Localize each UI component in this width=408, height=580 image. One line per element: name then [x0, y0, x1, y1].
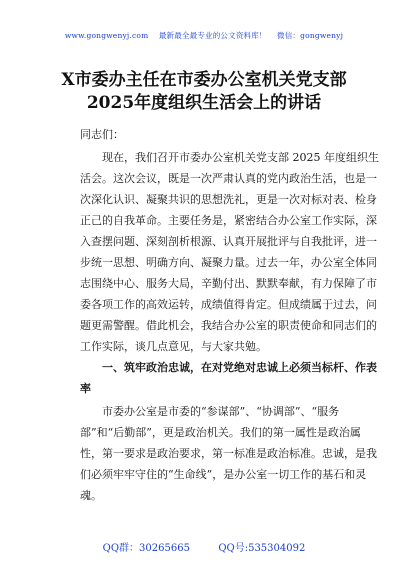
slogan: 最新最全最专业的公文资料库！ [158, 31, 267, 40]
paragraph-line: 题更需警醒。借此机会，我结合办公室的职责使命和同志们的 [80, 319, 377, 332]
paragraph-line: 现在，我们召开市委办公室机关党支部 2025 年度组织生 [102, 151, 379, 164]
paragraph-line: 们必须牢牢守住的“生命线”，是办公室一切工作的基石和灵 [80, 468, 367, 481]
paragraph-line: 魂。 [80, 489, 102, 502]
wechat: 微信：gongwenyj [277, 31, 344, 40]
section-heading-line: 率 [80, 382, 91, 395]
page-header [0, 30, 408, 41]
paragraph-line: 市委办公室是市委的“参谋部”、“协调部”、“服务 [102, 405, 340, 418]
qq-group: QQ群：30265665 [102, 543, 190, 554]
paragraph-line: 志围绕中心、服务大局，辛勤付出、默默奉献，有力保障了市 [80, 277, 377, 290]
intro-paragraph [80, 147, 379, 357]
paragraph-line: 正己的自我革命。主要任务是，紧密结合办公室工作实际，深 [80, 214, 377, 227]
section-1-paragraph [80, 401, 377, 506]
title-line-1: X市委办主任在市委办公室机关党支部 [61, 70, 347, 90]
paragraph-line: 步统一思想、明确方向、凝聚力量。过去一年，办公室全体同 [80, 256, 377, 269]
page-footer [0, 539, 408, 554]
paragraph-line: 性，第一要求是政治要求，第一标准是政治标准。忠诚，是我 [80, 447, 377, 460]
paragraph-line: 活会。这次会议，既是一次严肃认真的党内政治生活，也是一 [80, 172, 377, 185]
paragraph-line: 部”和“后勤部”，更是政治机关。我们的第一属性是政治属 [80, 426, 361, 439]
qq-number: QQ号:535304092 [218, 543, 306, 554]
section-heading-line: 一、筑牢政治忠诚，在对党绝对忠诚上必须当标杆、作表 [102, 361, 377, 374]
paragraph-line: 次深化认识、凝聚共识的思想洗礼，更是一次对标对表、检身 [80, 193, 377, 206]
paragraph-line: 工作实际，谈几点意见，与大家共勉。 [80, 340, 267, 353]
site-url[interactable]: www.gongwenyj.com [64, 31, 149, 40]
paragraph-line: 入查摆问题、深刻剖析根源、认真开展批评与自我批评，进一 [80, 235, 377, 248]
salutation: 同志们： [80, 128, 124, 141]
section-1-heading [80, 357, 377, 399]
paragraph-line: 委各项工作的高效运转，成绩值得肯定。但成绩属于过去，问 [80, 298, 377, 311]
title-line-2: 2025年度组织生活会上的讲话 [86, 93, 322, 113]
